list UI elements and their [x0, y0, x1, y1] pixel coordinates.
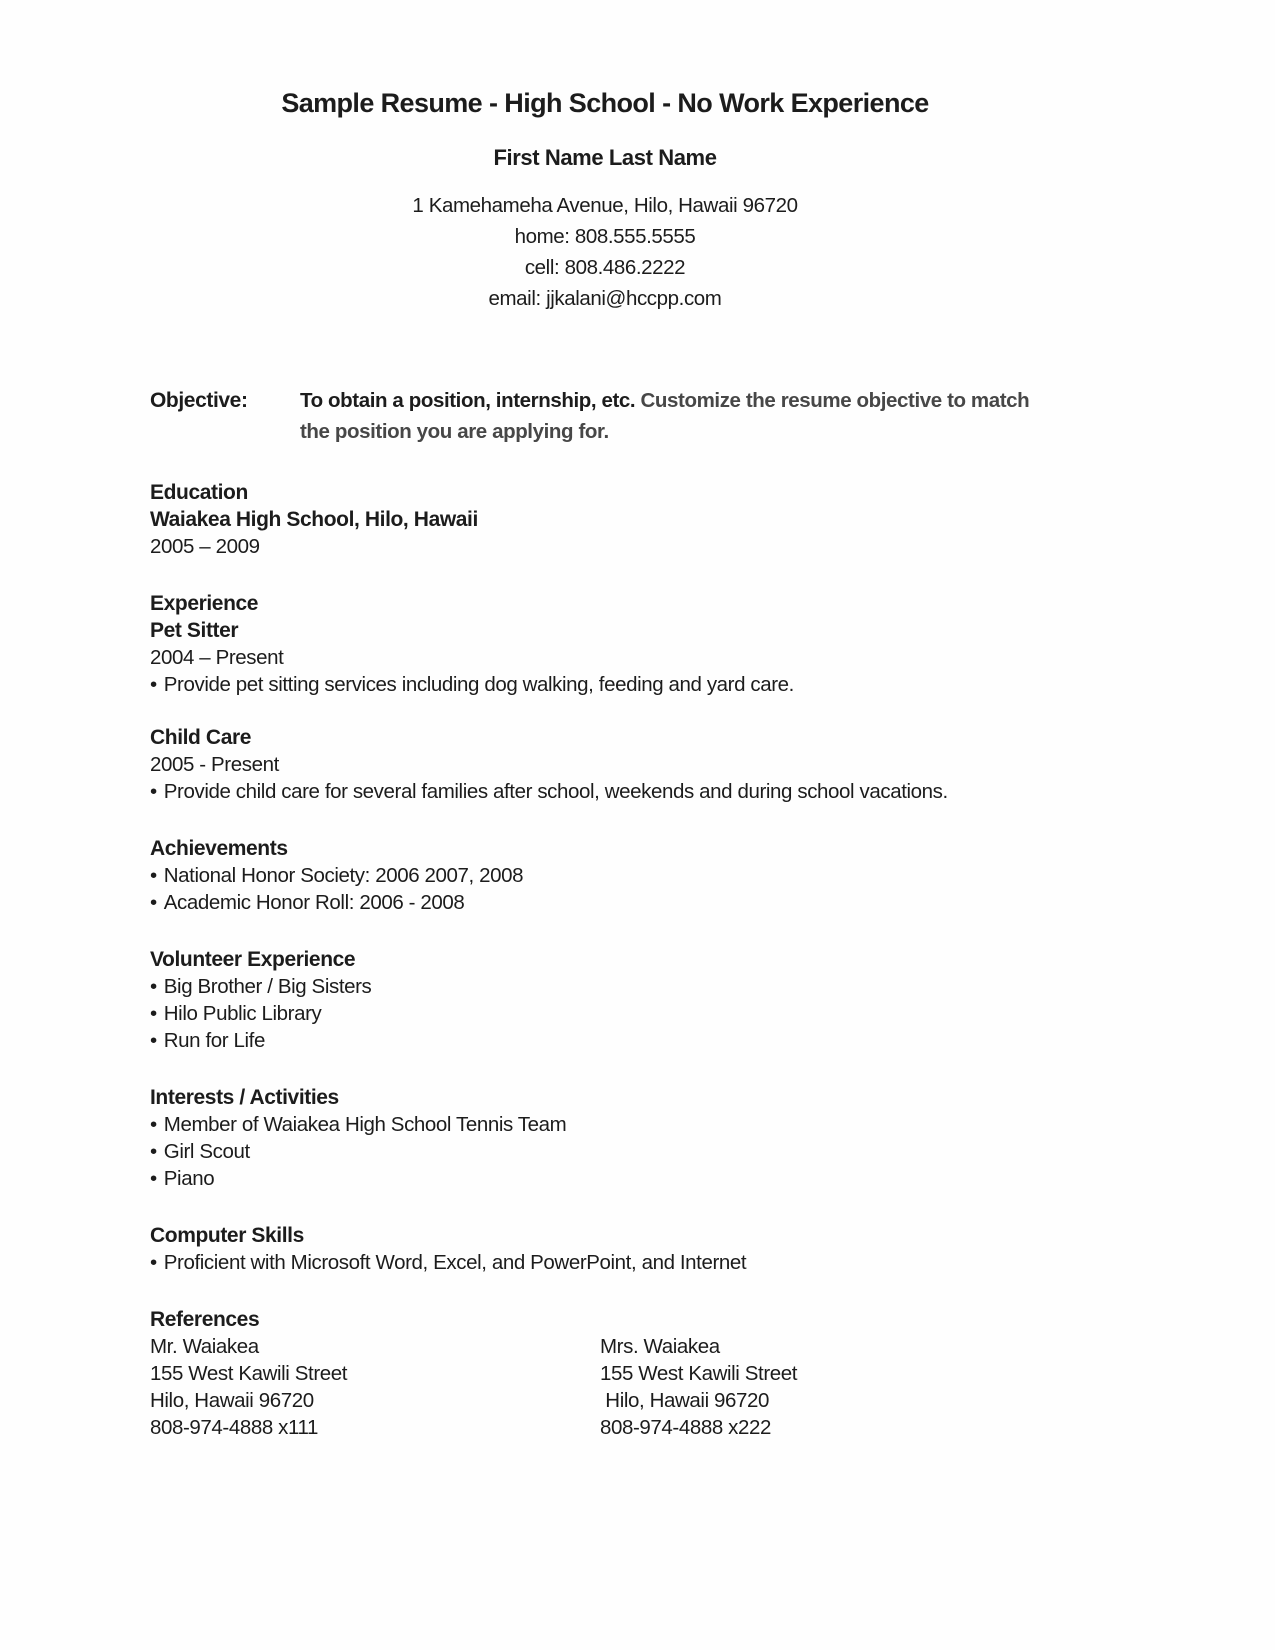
bullet-icon: • — [150, 1167, 157, 1190]
reference-phone: 808-974-4888 x222 — [600, 1416, 772, 1439]
job-dates: 2004 – Present — [150, 646, 284, 669]
reference-phone: 808-974-4888 x111 — [150, 1416, 318, 1439]
reference-street: 155 West Kawili Street — [150, 1362, 348, 1385]
volunteer-item — [150, 1027, 1060, 1054]
education-years: 2005 – 2009 — [150, 535, 260, 558]
education-school: Waiakea High School, Hilo, Hawaii — [150, 508, 478, 531]
bullet-icon: • — [150, 1113, 157, 1136]
reference-city: Hilo, Hawaii 96720 — [600, 1389, 770, 1412]
contact-block — [150, 190, 1060, 314]
computer-skill-text: Proficient with Microsoft Word, Excel, and PowerPoint, and Internet — [163, 1251, 747, 1274]
contact-home-phone: home: 808.555.5555 — [514, 225, 696, 248]
contact-email: email: jjkalani@hccpp.com — [488, 287, 722, 310]
objective-section — [150, 385, 1060, 447]
job-bullet-text: Provide pet sitting services including dog walking, feeding and yard care. — [163, 673, 794, 696]
objective-text-main: To obtain a position, internship, etc. — [300, 389, 636, 412]
bullet-icon: • — [150, 1140, 157, 1163]
interest-text: Piano — [163, 1167, 215, 1190]
volunteer-item — [150, 973, 1060, 1000]
interest-text: Girl Scout — [163, 1140, 250, 1163]
interest-text: Member of Waiakea High School Tennis Team — [163, 1113, 567, 1136]
reference-city: Hilo, Hawaii 96720 — [150, 1389, 314, 1412]
bullet-icon: • — [150, 864, 157, 887]
volunteer-section — [150, 946, 1060, 1054]
computer-skill-item — [150, 1249, 1060, 1276]
references-section — [150, 1306, 1060, 1441]
computer-skills-section — [150, 1222, 1060, 1276]
achievements-heading: Achievements — [150, 837, 288, 860]
achievement-text: National Honor Society: 2006 2007, 2008 — [163, 864, 524, 887]
contact-address: 1 Kamehameha Avenue, Hilo, Hawaii 96720 — [412, 194, 798, 217]
bullet-icon: • — [150, 1002, 157, 1025]
interests-section — [150, 1084, 1060, 1192]
candidate-name: First Name Last Name — [493, 145, 717, 170]
bullet-icon: • — [150, 1251, 157, 1274]
interest-item — [150, 1138, 1060, 1165]
reference-name: Mr. Waiakea — [150, 1335, 259, 1358]
achievement-text: Academic Honor Roll: 2006 - 2008 — [163, 891, 465, 914]
experience-heading: Experience — [150, 592, 259, 615]
reference-entry — [150, 1333, 600, 1441]
volunteer-heading: Volunteer Experience — [150, 948, 356, 971]
reference-name: Mrs. Waiakea — [600, 1335, 720, 1358]
experience-job — [150, 617, 1060, 698]
volunteer-text: Hilo Public Library — [163, 1002, 322, 1025]
contact-cell-phone: cell: 808.486.2222 — [524, 256, 686, 279]
reference-street: 155 West Kawili Street — [600, 1362, 798, 1385]
interest-item — [150, 1165, 1060, 1192]
achievement-item — [150, 889, 1060, 916]
objective-label: Objective: — [150, 389, 248, 412]
objective-text — [300, 385, 1060, 447]
objective-text-note: Customize the resume objective to match the position you are applying for. — [300, 389, 1030, 443]
education-section — [150, 479, 1060, 560]
education-heading: Education — [150, 481, 248, 504]
achievement-item — [150, 862, 1060, 889]
bullet-icon: • — [150, 673, 157, 696]
references-heading: References — [150, 1308, 260, 1331]
job-title: Pet Sitter — [150, 619, 239, 642]
job-bullet — [150, 778, 1060, 805]
bullet-icon: • — [150, 780, 157, 803]
volunteer-text: Run for Life — [163, 1029, 265, 1052]
experience-section — [150, 590, 1060, 805]
job-bullet — [150, 671, 1060, 698]
computer-skills-heading: Computer Skills — [150, 1224, 304, 1247]
bullet-icon: • — [150, 975, 157, 998]
references-columns — [150, 1333, 1060, 1441]
document-title: Sample Resume - High School - No Work Experience — [281, 88, 929, 118]
volunteer-text: Big Brother / Big Sisters — [163, 975, 372, 998]
achievements-section — [150, 835, 1060, 916]
bullet-icon: • — [150, 891, 157, 914]
job-dates: 2005 - Present — [150, 753, 279, 776]
volunteer-item — [150, 1000, 1060, 1027]
job-title: Child Care — [150, 726, 252, 749]
experience-job — [150, 724, 1060, 805]
reference-entry — [600, 1333, 1060, 1441]
job-bullet-text: Provide child care for several families after school, weekends and during school vacations. — [163, 780, 948, 803]
bullet-icon: • — [150, 1029, 157, 1052]
interests-heading: Interests / Activities — [150, 1086, 339, 1109]
interest-item — [150, 1111, 1060, 1138]
